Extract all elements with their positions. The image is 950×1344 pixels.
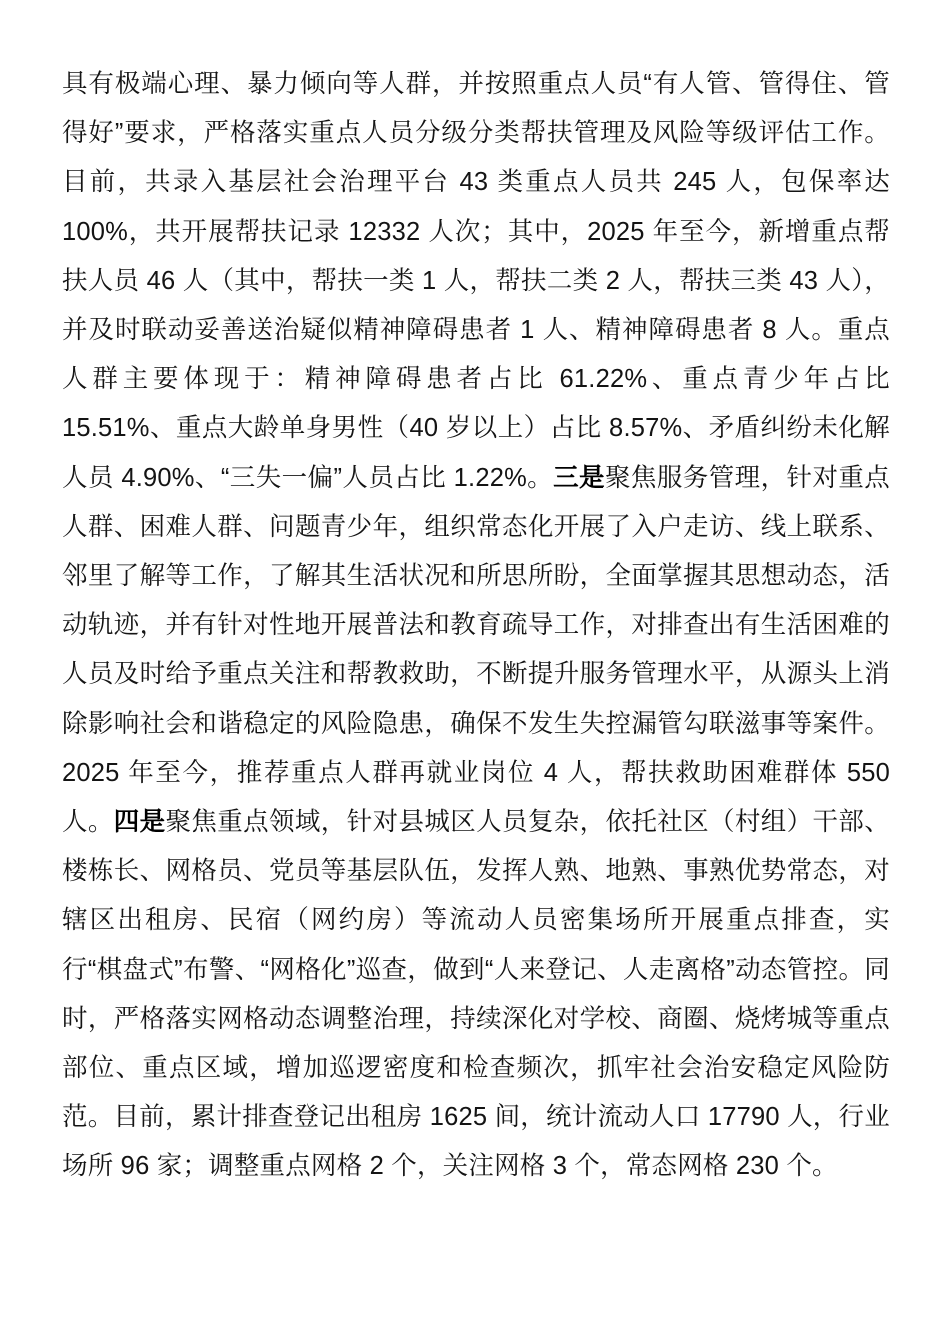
paragraph-segment-2: 聚焦服务管理，针对重点人群、困难人群、问题青少年，组织常态化开展了入户走访、线上联系、邻里了解等工作，了解其生活状况和所思所盼，全面掌握其思想动态，活动轨迹，并有针对性地开展普法和教育疏导工作，对排查出有生活困难的人员及时给予重点关注和帮教救助，不断提升服务管理水平，从源头上消除影响社会和谐稳定的风险隐患，确保不发生失控漏管勾联滋事等案件。2025 年至今，推荐重点人群再就业岗位 4 人，帮扶救助困难群体 550 人。 <box>62 463 891 837</box>
body-paragraph <box>62 60 890 1192</box>
paragraph-segment-1: 具有极端心理、暴力倾向等人群，并按照重点人员“有人管、管得住、管得好”要求，严格落实重点人员分级分类帮扶管理及风险等级评估工作。目前，共录入基层社会治理平台 43 类重点人员共 245 人，包保率达 100%，共开展帮扶记录 12332 人次；其中，2025 年至今，新增重点帮扶人员 46 人（其中，帮扶一类 1 人，帮扶二类 2 人，帮扶三类 43 人），并及时联动妥善送治疑似精神障碍患者 1 人、精神障碍患者 8 人。重点人群主要体现于：精神障碍患者占比 61.22%、重点青少年占比 15.51%、重点大龄单身男性（40 岁以上）占比 8.57%、矛盾纠纷未化解人员 4.90%、“三失一偏”人员占比 1.22%。 <box>62 70 890 492</box>
document-body <box>62 60 890 1192</box>
paragraph-segment-3: 聚焦重点领域，针对县城区人员复杂，依托社区（村组）干部、楼栋长、网格员、党员等基层队伍，发挥人熟、地熟、事熟优势常态，对辖区出租房、民宿（网约房）等流动人员密集场所开展重点排查，实行“棋盘式”布警、“网格化”巡查，做到“人来登记、人走离格”动态管控。同时，严格落实网格动态调整治理，持续深化对学校、商圈、烧烤城等重点部位、重点区域，增加巡逻密度和检查频次，抓牢社会治安稳定风险防范。目前，累计排查登记出租房 1625 间，统计流动人口 17790 人，行业场所 96 家；调整重点网格 2 个，关注网格 3 个，常态网格 230 个。 <box>62 808 890 1181</box>
paragraph-heading-san-shi: 三是 <box>553 463 605 492</box>
paragraph-heading-si-shi: 四是 <box>113 808 166 837</box>
